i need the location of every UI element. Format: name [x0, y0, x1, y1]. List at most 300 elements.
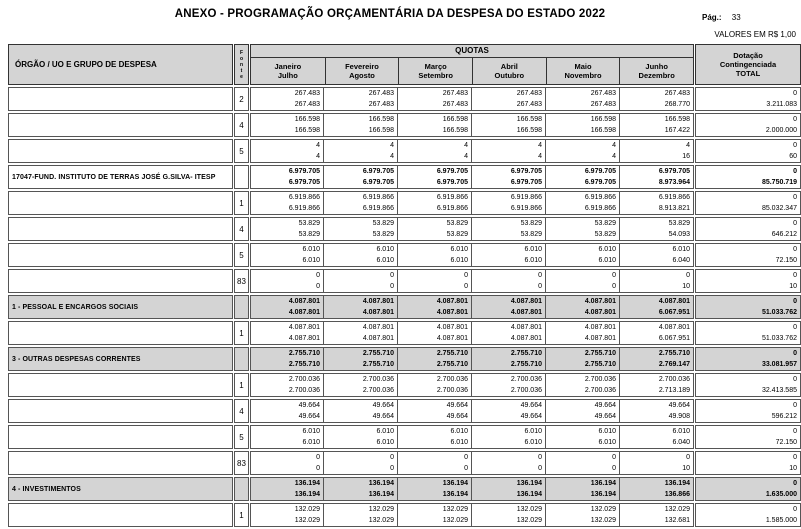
month-value-cell	[398, 399, 472, 423]
value-line1: 2.700.036	[584, 376, 616, 383]
month-value-cell	[324, 165, 398, 189]
value-line2: 2.700.036	[436, 387, 468, 394]
value-line1: 6.919.866	[362, 194, 394, 201]
month-value-cell	[472, 451, 546, 475]
month-bottom: Agosto	[349, 71, 375, 80]
month-value-cell	[546, 191, 620, 215]
total-line2: 1.585.000	[765, 517, 797, 524]
table-body	[8, 87, 801, 527]
month-value-cell	[472, 373, 546, 397]
value-line2: 0	[390, 465, 394, 472]
month-header-abr-out	[472, 58, 546, 84]
month-value-cell	[324, 113, 398, 137]
value-line1: 132.029	[442, 506, 468, 513]
value-line1: 166.598	[442, 116, 468, 123]
value-line1: 6.010	[450, 246, 468, 253]
value-line1: 6.919.866	[288, 194, 320, 201]
value-line2: 4.087.801	[584, 335, 616, 342]
month-value-cell	[398, 191, 472, 215]
value-line1: 132.029	[664, 506, 690, 513]
value-line2: 6.919.866	[362, 205, 394, 212]
row-label: 1 - PESSOAL E ENCARGOS SOCIAIS	[8, 295, 233, 319]
value-line2: 6.010	[450, 257, 468, 264]
value-line1: 4.087.801	[510, 324, 542, 331]
total-line2: 646.212	[771, 231, 797, 238]
row-month-values	[250, 451, 694, 475]
row-fonte: 1	[234, 373, 249, 397]
value-line1: 136.194	[664, 480, 690, 487]
value-line1: 0	[316, 272, 320, 279]
value-line1: 4.087.801	[288, 324, 320, 331]
month-value-cell	[546, 139, 620, 163]
value-line1: 2.700.036	[510, 376, 542, 383]
table-row	[8, 425, 801, 449]
month-value-cell	[324, 321, 398, 345]
month-header-jun-dez	[619, 58, 693, 84]
fonte-letter: e	[240, 73, 243, 80]
month-top: Abril	[500, 62, 518, 71]
row-fonte: 1	[234, 321, 249, 345]
row-label	[8, 217, 233, 241]
row-label	[8, 269, 233, 293]
month-value-cell	[472, 503, 546, 527]
month-value-cell	[398, 243, 472, 267]
value-line2: 132.029	[368, 517, 394, 524]
row-fonte: 4	[234, 113, 249, 137]
value-line2: 53.829	[520, 231, 542, 238]
month-value-cell	[398, 503, 472, 527]
value-line1: 0	[612, 454, 616, 461]
value-line1: 6.010	[524, 246, 542, 253]
value-line1: 132.029	[590, 506, 616, 513]
total-line1: 0	[793, 116, 797, 123]
value-line2: 6.919.866	[584, 205, 616, 212]
month-value-cell	[620, 451, 694, 475]
row-fonte: 2	[234, 87, 249, 111]
value-line1: 53.829	[298, 220, 320, 227]
month-value-cell	[472, 165, 546, 189]
table-row	[8, 113, 801, 137]
row-month-values	[250, 399, 694, 423]
month-value-cell	[324, 269, 398, 293]
month-value-cell	[546, 295, 620, 319]
value-line2: 267.483	[590, 101, 616, 108]
value-line1: 2.700.036	[658, 376, 690, 383]
value-line2: 6.010	[598, 439, 616, 446]
month-value-cell	[472, 295, 546, 319]
month-top: Junho	[645, 62, 668, 71]
value-line1: 6.010	[598, 246, 616, 253]
value-line1: 136.194	[442, 480, 468, 487]
value-line2: 132.029	[294, 517, 320, 524]
month-value-cell	[324, 191, 398, 215]
value-line2: 267.483	[516, 101, 542, 108]
value-line1: 6.010	[302, 428, 320, 435]
row-month-values	[250, 477, 694, 501]
month-value-cell	[398, 113, 472, 137]
value-line2: 132.681	[664, 517, 690, 524]
month-value-cell	[250, 477, 324, 501]
value-line1: 6.010	[598, 428, 616, 435]
quotas-header-block	[250, 44, 694, 85]
month-value-cell	[398, 87, 472, 111]
value-line2: 2.713.189	[658, 387, 690, 394]
row-month-values	[250, 425, 694, 449]
row-total	[695, 113, 801, 137]
table-row	[8, 87, 801, 111]
value-line2: 6.010	[302, 439, 320, 446]
value-line2: 2.755.710	[436, 361, 468, 368]
month-value-cell	[472, 191, 546, 215]
month-value-cell	[620, 243, 694, 267]
row-label: 17047-FUND. INSTITUTO DE TERRAS JOSÉ G.SILVA- ITESP	[8, 165, 233, 189]
fonte-letter: n	[239, 61, 244, 68]
month-value-cell	[398, 347, 472, 371]
value-line2: 0	[538, 283, 542, 290]
month-header-mai-nov	[546, 58, 620, 84]
value-line2: 53.829	[594, 231, 616, 238]
value-line1: 4	[464, 142, 468, 149]
total-line1: 0	[793, 220, 797, 227]
row-month-values	[250, 347, 694, 371]
value-line2: 0	[390, 283, 394, 290]
month-value-cell	[250, 139, 324, 163]
value-line2: 4.087.801	[362, 309, 394, 316]
value-line1: 0	[686, 272, 690, 279]
value-line2: 6.979.705	[584, 179, 616, 186]
value-line2: 267.483	[368, 101, 394, 108]
row-month-values	[250, 217, 694, 241]
row-fonte	[234, 347, 249, 371]
value-line2: 6.010	[376, 257, 394, 264]
value-line1: 0	[316, 454, 320, 461]
value-line1: 267.483	[368, 90, 394, 97]
month-value-cell	[620, 321, 694, 345]
month-value-cell	[398, 217, 472, 241]
value-line1: 2.755.710	[362, 350, 394, 357]
value-line1: 4	[538, 142, 542, 149]
total-line1: 0	[793, 480, 797, 487]
value-line1: 2.755.710	[288, 350, 320, 357]
row-total	[695, 87, 801, 111]
month-value-cell	[324, 373, 398, 397]
month-value-cell	[324, 425, 398, 449]
row-fonte: 1	[234, 191, 249, 215]
value-line1: 267.483	[590, 90, 616, 97]
value-line2: 4.087.801	[362, 335, 394, 342]
quotas-header: QUOTAS	[251, 45, 693, 58]
month-value-cell	[398, 269, 472, 293]
value-line2: 2.700.036	[584, 387, 616, 394]
row-month-values	[250, 87, 694, 111]
value-line2: 16	[682, 153, 690, 160]
value-line2: 0	[464, 465, 468, 472]
table-row	[8, 399, 801, 423]
value-line1: 6.919.866	[510, 194, 542, 201]
fonte-letter: F	[239, 49, 244, 56]
month-value-cell	[472, 321, 546, 345]
month-value-cell	[546, 477, 620, 501]
value-line2: 166.598	[294, 127, 320, 134]
value-line1: 4.087.801	[362, 298, 394, 305]
value-line1: 2.755.710	[436, 350, 468, 357]
total-line2: 85.032.347	[761, 205, 797, 212]
value-line1: 0	[686, 454, 690, 461]
row-label	[8, 425, 233, 449]
total-line1: 0	[793, 376, 797, 383]
value-line2: 6.919.866	[436, 205, 468, 212]
month-value-cell	[324, 139, 398, 163]
month-value-cell	[250, 87, 324, 111]
value-line2: 6.010	[524, 257, 542, 264]
row-label	[8, 321, 233, 345]
table-row	[8, 217, 801, 241]
value-line2: 6.067.951	[658, 335, 690, 342]
dotacao-column-header	[695, 44, 801, 85]
month-value-cell	[472, 217, 546, 241]
month-bottom: Novembro	[564, 71, 602, 80]
value-line1: 0	[464, 454, 468, 461]
row-fonte: 5	[234, 243, 249, 267]
month-bottom: Setembro	[418, 71, 453, 80]
value-line1: 6.010	[672, 246, 690, 253]
value-line1: 4	[316, 142, 320, 149]
value-line1: 6.010	[376, 428, 394, 435]
row-total	[695, 503, 801, 527]
value-line2: 2.769.147	[658, 361, 690, 368]
fonte-letter: o	[239, 55, 244, 62]
value-line2: 6.919.866	[288, 205, 320, 212]
value-line2: 267.483	[294, 101, 320, 108]
value-line1: 6.010	[376, 246, 394, 253]
month-value-cell	[620, 87, 694, 111]
total-line1: 0	[793, 324, 797, 331]
value-line1: 49.664	[520, 402, 542, 409]
value-line2: 132.029	[442, 517, 468, 524]
total-line2: 3.211.083	[766, 101, 797, 108]
month-value-cell	[250, 191, 324, 215]
month-header-jan-jul	[251, 58, 325, 84]
value-line2: 136.194	[516, 491, 542, 498]
value-line1: 6.919.866	[658, 194, 690, 201]
month-value-cell	[472, 399, 546, 423]
value-line2: 10	[682, 283, 690, 290]
value-line1: 4.087.801	[584, 298, 616, 305]
month-value-cell	[250, 269, 324, 293]
value-line2: 166.598	[516, 127, 542, 134]
value-line2: 0	[538, 465, 542, 472]
month-value-cell	[546, 269, 620, 293]
value-line2: 6.010	[376, 439, 394, 446]
value-line1: 4.087.801	[362, 324, 394, 331]
total-line2: 10	[789, 465, 797, 472]
dotacao-line1: Dotação	[733, 51, 763, 60]
value-line2: 2.755.710	[362, 361, 394, 368]
value-line1: 2.700.036	[288, 376, 320, 383]
value-line1: 0	[538, 454, 542, 461]
total-line1: 0	[793, 506, 797, 513]
table-row	[8, 243, 801, 267]
month-value-cell	[398, 373, 472, 397]
value-line2: 6.979.705	[510, 179, 542, 186]
month-value-cell	[472, 113, 546, 137]
value-line2: 4.087.801	[436, 335, 468, 342]
row-total	[695, 477, 801, 501]
month-value-cell	[324, 87, 398, 111]
row-total	[695, 425, 801, 449]
row-month-values	[250, 139, 694, 163]
value-line1: 267.483	[294, 90, 320, 97]
table-header	[8, 44, 801, 85]
value-line2: 8.913.821	[658, 205, 690, 212]
value-line1: 166.598	[664, 116, 690, 123]
month-value-cell	[472, 347, 546, 371]
table-row	[8, 347, 801, 371]
row-month-values	[250, 295, 694, 319]
month-value-cell	[398, 451, 472, 475]
value-line1: 166.598	[294, 116, 320, 123]
value-line1: 136.194	[590, 480, 616, 487]
value-line2: 4.087.801	[288, 335, 320, 342]
value-line1: 166.598	[590, 116, 616, 123]
value-line2: 166.598	[368, 127, 394, 134]
value-line1: 49.664	[446, 402, 468, 409]
total-line2: 85.750.719	[761, 179, 797, 186]
value-line2: 132.029	[590, 517, 616, 524]
total-line2: 51.033.762	[761, 309, 797, 316]
value-line1: 2.700.036	[362, 376, 394, 383]
value-line2: 136.194	[590, 491, 616, 498]
value-line2: 49.664	[298, 413, 320, 420]
month-value-cell	[250, 243, 324, 267]
row-fonte: 83	[234, 269, 249, 293]
page-number-label: Pág.:	[702, 13, 722, 22]
value-line2: 10	[682, 465, 690, 472]
total-line1: 0	[793, 272, 797, 279]
month-value-cell	[546, 399, 620, 423]
value-line1: 6.010	[672, 428, 690, 435]
month-value-cell	[620, 477, 694, 501]
total-line2: 1.635.000	[765, 491, 797, 498]
value-line2: 4	[612, 153, 616, 160]
total-line2: 2.000.000	[765, 127, 797, 134]
row-fonte: 5	[234, 139, 249, 163]
value-line1: 6.979.705	[658, 168, 690, 175]
row-fonte: 4	[234, 399, 249, 423]
row-label	[8, 451, 233, 475]
value-line1: 53.829	[372, 220, 394, 227]
row-total	[695, 243, 801, 267]
value-line2: 6.919.866	[510, 205, 542, 212]
total-line1: 0	[793, 142, 797, 149]
fonte-letter: t	[240, 67, 243, 74]
row-total	[695, 165, 801, 189]
value-line2: 49.664	[446, 413, 468, 420]
value-line2: 4	[538, 153, 542, 160]
value-line2: 6.010	[302, 257, 320, 264]
month-value-cell	[324, 503, 398, 527]
value-line1: 49.664	[668, 402, 690, 409]
row-label	[8, 87, 233, 111]
value-line2: 4	[464, 153, 468, 160]
row-month-values	[250, 113, 694, 137]
value-line1: 6.919.866	[436, 194, 468, 201]
value-line2: 0	[316, 283, 320, 290]
value-line2: 132.029	[516, 517, 542, 524]
month-value-cell	[472, 269, 546, 293]
total-line2: 596.212	[771, 413, 797, 420]
row-total	[695, 347, 801, 371]
value-line2: 6.040	[672, 439, 690, 446]
value-line2: 49.664	[594, 413, 616, 420]
currency-note: VALORES EM R$ 1,00	[714, 30, 796, 39]
value-line2: 0	[316, 465, 320, 472]
month-value-cell	[324, 399, 398, 423]
value-line2: 8.973.964	[658, 179, 690, 186]
value-line1: 166.598	[516, 116, 542, 123]
value-line2: 136.194	[442, 491, 468, 498]
row-month-values	[250, 321, 694, 345]
value-line1: 2.755.710	[584, 350, 616, 357]
value-line1: 6.919.866	[584, 194, 616, 201]
month-top: Janeiro	[274, 62, 302, 71]
value-line2: 166.598	[590, 127, 616, 134]
row-total	[695, 269, 801, 293]
value-line1: 4.087.801	[658, 298, 690, 305]
month-value-cell	[398, 165, 472, 189]
value-line1: 6.010	[450, 428, 468, 435]
month-value-cell	[324, 451, 398, 475]
month-value-cell	[546, 425, 620, 449]
row-fonte	[234, 165, 249, 189]
value-line1: 2.755.710	[510, 350, 542, 357]
month-header-fev-ago	[325, 58, 399, 84]
month-top: Março	[424, 62, 447, 71]
fonte-column-header	[234, 44, 249, 85]
row-total	[695, 217, 801, 241]
value-line1: 6.979.705	[510, 168, 542, 175]
value-line1: 0	[464, 272, 468, 279]
month-value-cell	[620, 373, 694, 397]
value-line1: 49.664	[298, 402, 320, 409]
value-line1: 136.194	[368, 480, 394, 487]
value-line2: 166.598	[442, 127, 468, 134]
month-value-cell	[546, 113, 620, 137]
value-line1: 6.010	[524, 428, 542, 435]
value-line1: 267.483	[516, 90, 542, 97]
row-fonte: 83	[234, 451, 249, 475]
value-line2: 54.093	[668, 231, 690, 238]
value-line2: 4.087.801	[436, 309, 468, 316]
value-line1: 53.829	[668, 220, 690, 227]
value-line2: 2.700.036	[510, 387, 542, 394]
month-value-cell	[250, 295, 324, 319]
total-line1: 0	[793, 194, 797, 201]
month-value-cell	[398, 425, 472, 449]
row-label	[8, 503, 233, 527]
month-header-mar-set	[398, 58, 472, 84]
month-value-cell	[472, 139, 546, 163]
row-fonte: 5	[234, 425, 249, 449]
value-line2: 2.755.710	[288, 361, 320, 368]
row-label: 3 - OUTRAS DESPESAS CORRENTES	[8, 347, 233, 371]
value-line2: 167.422	[664, 127, 690, 134]
month-value-cell	[250, 165, 324, 189]
month-value-cell	[546, 321, 620, 345]
table-row	[8, 165, 801, 189]
table-row	[8, 139, 801, 163]
value-line2: 4.087.801	[584, 309, 616, 316]
